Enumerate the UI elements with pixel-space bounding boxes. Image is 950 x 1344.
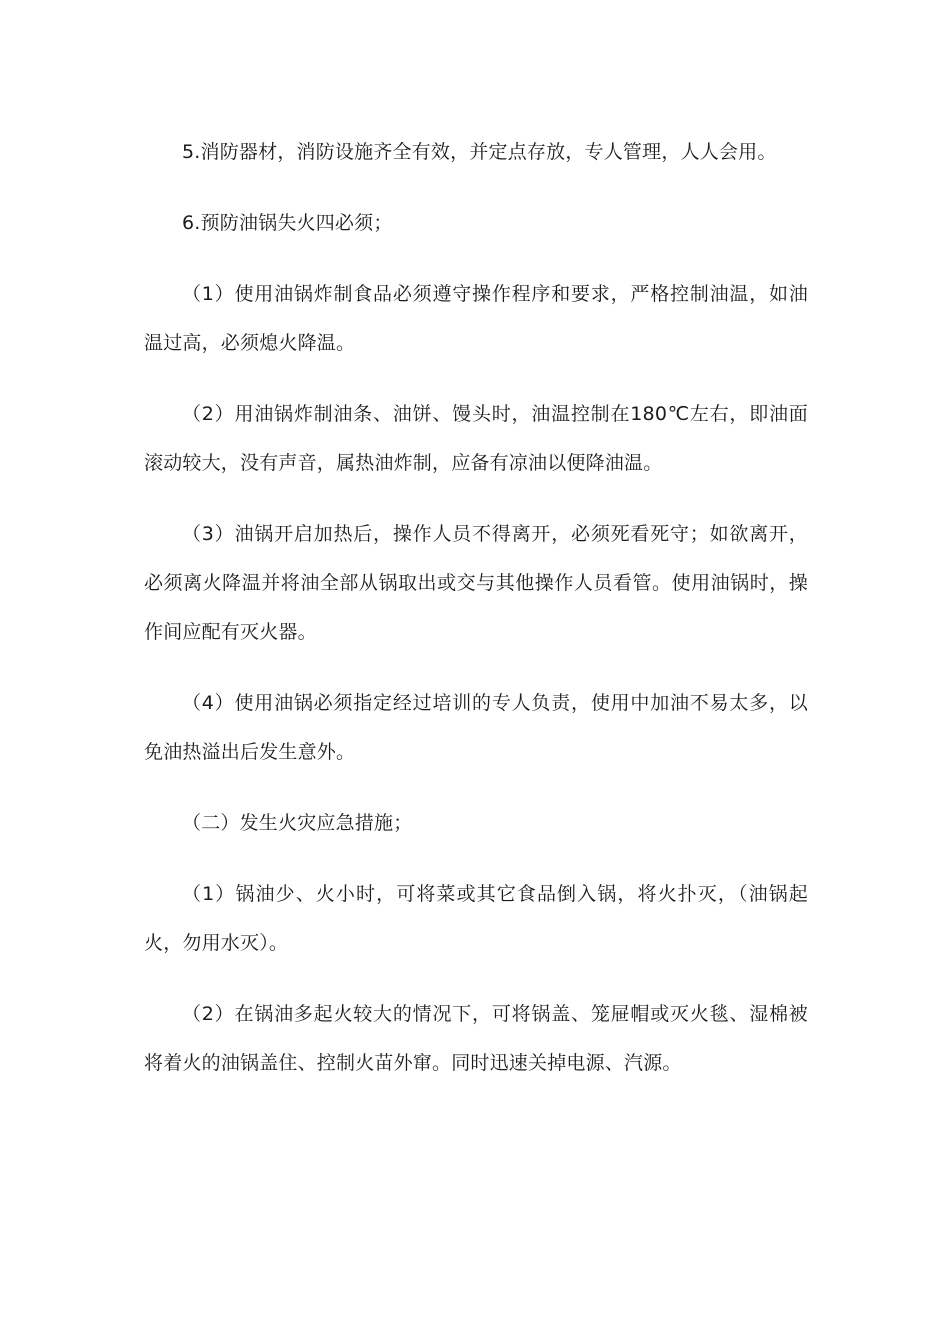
section-heading-emergency: （二）发生火灾应急措施； (182, 812, 413, 834)
paragraph-emergency-1: （1）锅油少、火小时，可将菜或其它食品倒入锅，将火扑灭，（油锅起火，勿用水灭）。 (144, 883, 808, 954)
paragraph-subitem-2: （2）用油锅炸制油条、油饼、馒头时，油温控制在180℃左右，即油面滚动较大，没有声音，属热油炸制，应备有凉油以便降油温。 (144, 403, 808, 474)
paragraph-subitem-1: （1）使用油锅炸制食品必须遵守操作程序和要求，严格控制油温，如油温过高，必须熄火降温。 (144, 283, 808, 354)
paragraph-item-5: 5.消防器材，消防设施齐全有效，并定点存放，专人管理，人人会用。 (182, 141, 777, 163)
paragraph-item-6: 6.预防油锅失火四必须； (182, 212, 393, 234)
document-body (144, 128, 808, 1110)
paragraph-subitem-4: （4）使用油锅必须指定经过培训的专人负责，使用中加油不易太多，以免油热溢出后发生意外。 (144, 692, 808, 763)
paragraph-emergency-2: （2）在锅油多起火较大的情况下，可将锅盖、笼屉帽或灭火毯、湿棉被将着火的油锅盖住、控制火苗外窜。同时迅速关掉电源、汽源。 (144, 1003, 808, 1074)
paragraph-subitem-3: （3）油锅开启加热后，操作人员不得离开，必须死看死守；如欲离开，必须离火降温并将油全部从锅取出或交与其他操作人员看管。使用油锅时，操作间应配有灭火器。 (144, 523, 808, 643)
